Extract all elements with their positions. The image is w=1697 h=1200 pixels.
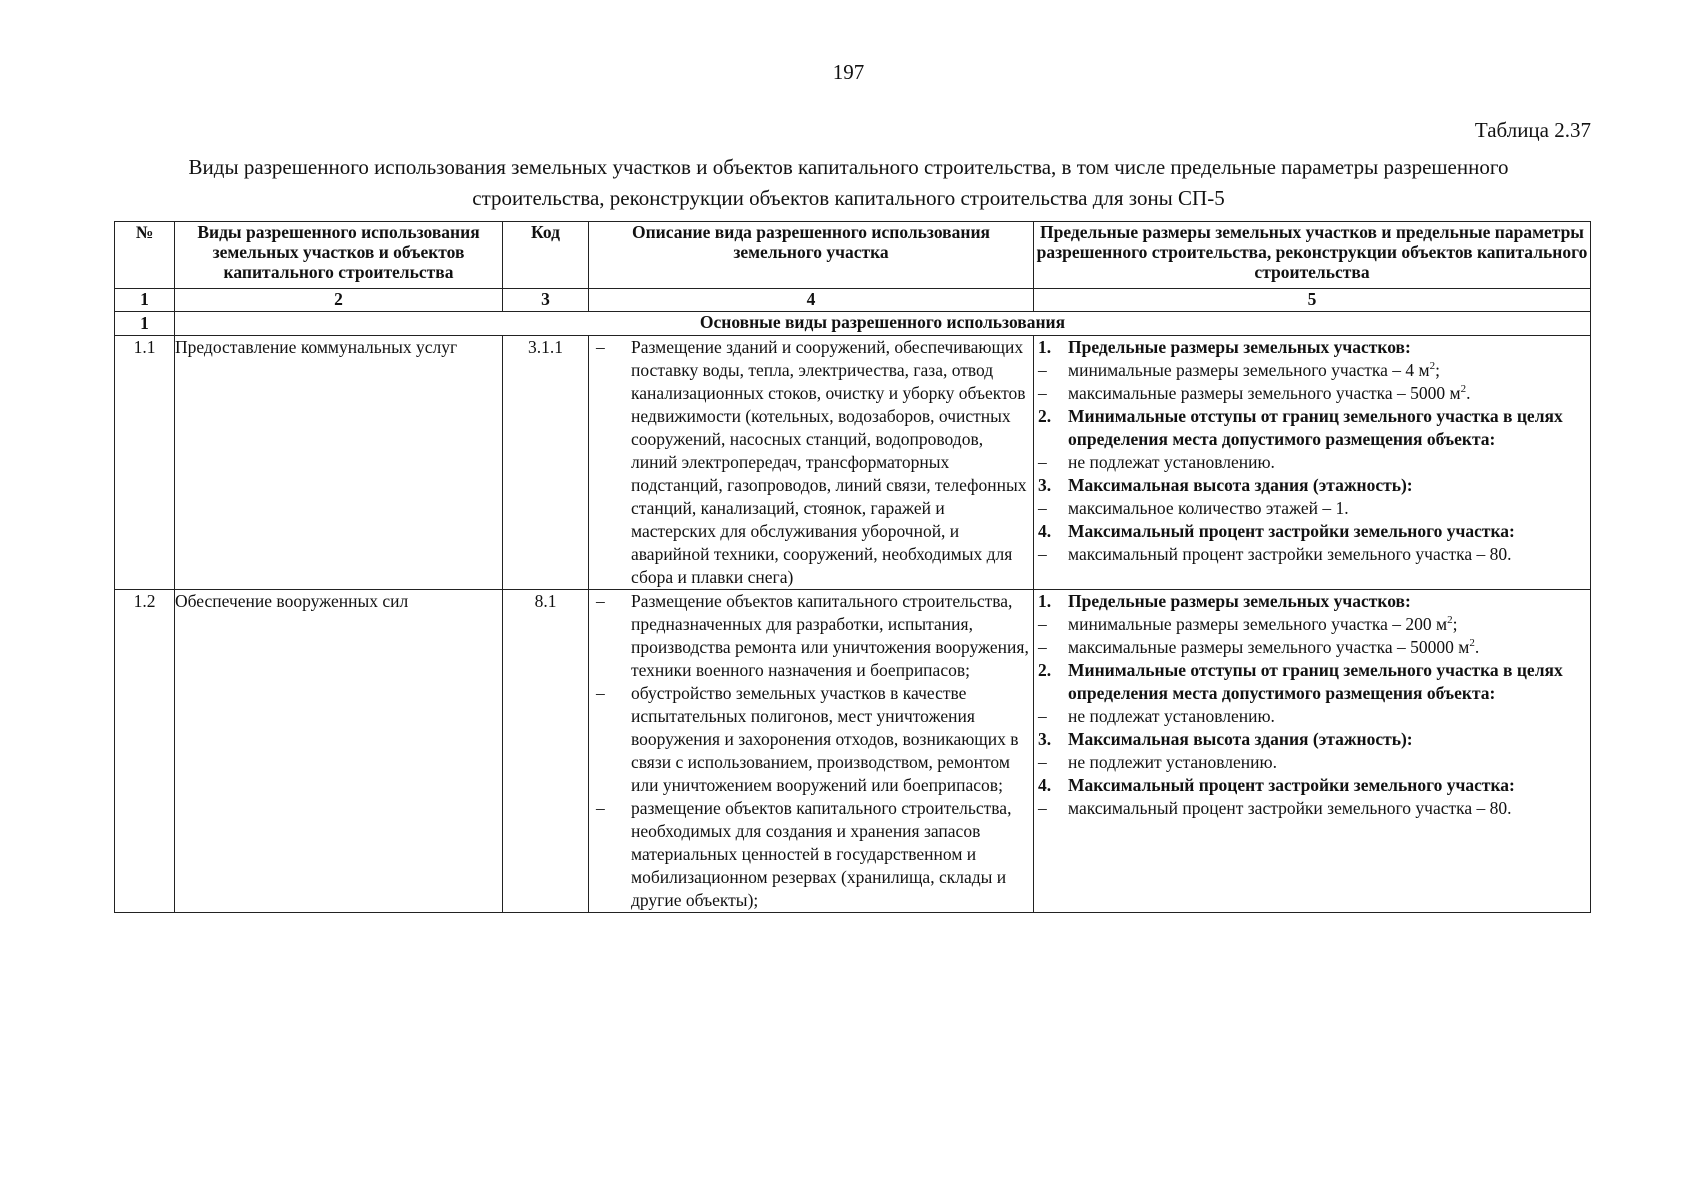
row-number: 1.2: [115, 590, 175, 913]
table-row: [115, 590, 1591, 913]
param-item: – максимальное количество этажей – 1.: [1038, 498, 1349, 518]
zoning-table: [114, 221, 1591, 913]
description-item: – размещение объектов капитального строительства, необходимых для создания и хранения запасов материальных ценностей в государственном и мобилизационном резервах (хранилища, склады и другие объекты);: [589, 797, 1033, 912]
header-code: Код: [503, 222, 589, 289]
use-description: [589, 590, 1034, 913]
col-number: 4: [589, 289, 1034, 312]
use-code: 8.1: [503, 590, 589, 913]
header-num: №: [115, 222, 175, 289]
section-title: Основные виды разрешенного использования: [175, 312, 1591, 336]
column-number-row: [115, 289, 1591, 312]
col-number: 1: [115, 289, 175, 312]
col-number: 2: [175, 289, 503, 312]
param-heading: 4. Максимальный процент застройки земельного участка:: [1038, 521, 1515, 541]
header-desc: Описание вида разрешенного использования земельного участка: [589, 222, 1034, 289]
param-heading: 4. Максимальный процент застройки земельного участка:: [1038, 775, 1515, 795]
param-item: – максимальные размеры земельного участка – 50000 $м^2$.: [1038, 637, 1480, 657]
param-item: – минимальные размеры земельного участка – 200 $м^2$;: [1038, 614, 1458, 634]
col-number: 3: [503, 289, 589, 312]
use-kind-name: Предоставление коммунальных услуг: [175, 336, 503, 590]
section-row: [115, 312, 1591, 336]
param-heading: 1. Предельные размеры земельных участков:: [1038, 591, 1411, 611]
table-row: [115, 336, 1591, 590]
use-kind-name: Обеспечение вооруженных сил: [175, 590, 503, 913]
page-number: 197: [832, 60, 865, 84]
param-item: – не подлежат установлению.: [1038, 706, 1275, 726]
param-item: – максимальные размеры земельного участка – 5000 $м^2$.: [1038, 383, 1471, 403]
col-number: 5: [1034, 289, 1591, 312]
header-row: [115, 222, 1591, 289]
header-kind: Виды разрешенного использования земельных участков и объектов капитального строительства: [175, 222, 503, 289]
table-title: Виды разрешенного использования земельных участков и объектов капитального строительства, в том числе предельные параметры разрешенного строительства, реконструкции объектов капитального строительства для зоны СП-5: [188, 155, 1509, 210]
param-item: – максимальный процент застройки земельного участка – 80.: [1038, 798, 1512, 818]
row-number: 1.1: [115, 336, 175, 590]
param-heading: 2. Минимальные отступы от границ земельного участка в целях определения места допустимого размещения объекта:: [1038, 406, 1563, 449]
param-item: – максимальный процент застройки земельного участка – 80.: [1038, 544, 1512, 564]
param-item: – не подлежат установлению.: [1038, 452, 1275, 472]
description-item: – Размещение объектов капитального строительства, предназначенных для разработки, испытания, производства ремонта или уничтожения вооружения, техники военного назначения и боеприпасов;: [589, 590, 1033, 682]
description-item: – Размещение зданий и сооружений, обеспечивающих поставку воды, тепла, электричества, газа, отвод канализационных стоков, очистку и уборку объектов недвижимости (котельных, водозаборов, очистных сооружений, насосных станций, водопроводов, линий электропередач, трансформаторных подстанций, газопроводов, линий связи, телефонных станций, канализаций, стоянок, гаражей и мастерских для обслуживания уборочной, и аварийной техники, сооружений, необходимых для сбора и плавки снега): [589, 336, 1033, 589]
description-item: – обустройство земельных участков в качестве испытательных полигонов, мест уничтожения вооружения и захоронения отходов, возникающих в связи с использованием, производством, ремонтом или уничтожением вооружений или боеприпасов;: [589, 682, 1033, 797]
param-heading: 3. Максимальная высота здания (этажность):: [1038, 729, 1413, 749]
param-heading: 2. Минимальные отступы от границ земельного участка в целях определения места допустимого размещения объекта:: [1038, 660, 1563, 703]
param-item: – не подлежит установлению.: [1038, 752, 1277, 772]
param-item: – минимальные размеры земельного участка – 4 $м^2$;: [1038, 360, 1440, 380]
use-description: [589, 336, 1034, 590]
use-code: 3.1.1: [503, 336, 589, 590]
param-heading: 1. Предельные размеры земельных участков:: [1038, 337, 1411, 357]
header-params: Предельные размеры земельных участков и предельные параметры разрешенного строительства, реконструкции объектов капитального строительства: [1034, 222, 1591, 289]
table-label: Таблица 2.37: [1474, 118, 1591, 142]
limit-parameters: [1034, 336, 1591, 590]
limit-parameters: [1034, 590, 1591, 913]
section-number: 1: [115, 312, 175, 336]
param-heading: 3. Максимальная высота здания (этажность):: [1038, 475, 1413, 495]
